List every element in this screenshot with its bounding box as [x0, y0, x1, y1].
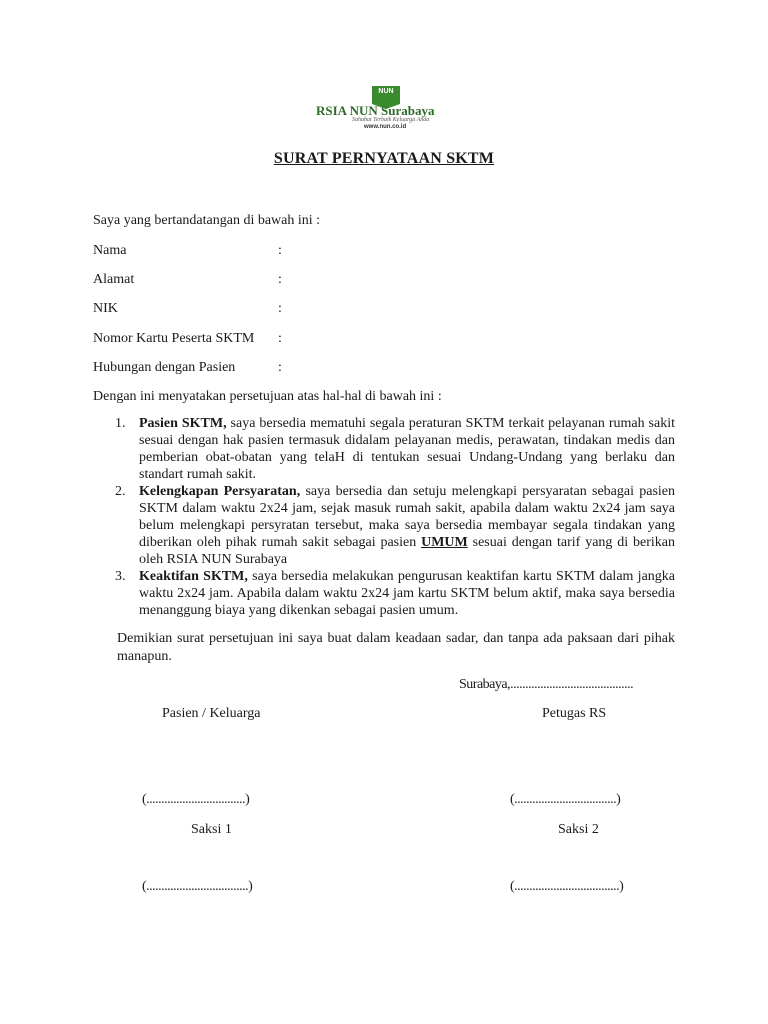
item-heading: Keaktifan SKTM, — [139, 569, 248, 584]
item-emphasis: UMUM — [421, 535, 468, 550]
field-colon: : — [278, 301, 282, 316]
statement-text: Dengan ini menyatakan persetujuan atas hal-hal di bawah ini : — [93, 389, 442, 404]
signature-line-patient: (.................................) — [142, 792, 250, 807]
field-label-name: Nama — [93, 243, 127, 258]
item-text: saya bersedia mematuhi segala peraturan SKTM terkait pelayanan rumah sakit sesuai dengan hak pasien termasuk didalam pelayanan medis, perawatan, tindakan medis dan pemberian obat-obatan yang telaH di tentukan sesuai Undang-Undang yang berlaku dan standart rumah sakit. — [139, 416, 675, 482]
place-date: Surabaya,......................................... — [459, 677, 634, 692]
document-title: SURAT PERNYATAAN SKTM — [273, 150, 495, 167]
witness-2-line: (...................................) — [510, 879, 624, 894]
field-label-sktm-card: Nomor Kartu Peserta SKTM — [93, 331, 255, 346]
witness-1-line: (..................................) — [142, 879, 253, 894]
field-label-address: Alamat — [93, 272, 135, 287]
item-heading: Pasien SKTM, — [139, 416, 227, 431]
hospital-logo — [312, 86, 458, 130]
agreement-list — [93, 415, 675, 619]
witness-1-label: Saksi 1 — [191, 822, 232, 837]
field-colon: : — [278, 272, 282, 287]
field-colon: : — [278, 243, 282, 258]
item-number: 2. — [115, 484, 126, 499]
field-label-relationship: Hubungan dengan Pasien — [93, 360, 236, 375]
signature-role-patient: Pasien / Keluarga — [162, 706, 261, 721]
signature-role-staff: Petugas RS — [542, 706, 607, 721]
item-number: 3. — [115, 569, 126, 584]
intro-text: Saya yang bertandatangan di bawah ini : — [93, 213, 321, 228]
list-item — [115, 415, 675, 483]
field-colon: : — [278, 360, 282, 375]
list-item — [115, 568, 675, 619]
signature-line-staff: (..................................) — [510, 792, 621, 807]
item-text: saya bersedia dan setuju melengkapi persyaratan sebagai pasien SKTM dalam waktu 2x24 jam, sejak masuk rumah sakit, apabila dalam waktu 2x24 jam saya belum melengkapi persyratan tersebut, maka saya bersedia membayar segala tindakan yang diberikan oleh pihak rumah sakit sebagai pasien — [139, 484, 675, 550]
logo-badge: NUN — [372, 86, 400, 104]
logo-website: www.nun.co.id — [364, 124, 407, 130]
closing-paragraph: Demikian surat persetujuan ini saya buat dalam keadaan sadar, dan tanpa ada paksaan dari pihak manapun. — [117, 631, 675, 664]
list-item — [115, 483, 676, 568]
field-label-nik: NIK — [93, 301, 118, 316]
field-colon: : — [278, 331, 282, 346]
logo-name: RSIA NUN Surabaya — [316, 103, 435, 118]
item-text: saya bersedia melakukan pengurusan keaktifan kartu SKTM dalam jangka waktu 2x24 jam. Apabila dalam waktu 2x24 jam kartu SKTM belum aktif, maka saya bersedia menanggung biaya yang dikenkan sebagai pasien umum. — [139, 569, 675, 618]
item-text: sesuai dengan tarif yang di berikan oleh RSIA NUN Surabaya — [139, 535, 676, 567]
item-heading: Kelengkapan Persyaratan, — [139, 484, 301, 499]
item-number: 1. — [115, 416, 126, 431]
witness-2-label: Saksi 2 — [558, 822, 599, 837]
logo-tagline: Sahabat Terbaik Keluarga Anda — [352, 117, 430, 123]
